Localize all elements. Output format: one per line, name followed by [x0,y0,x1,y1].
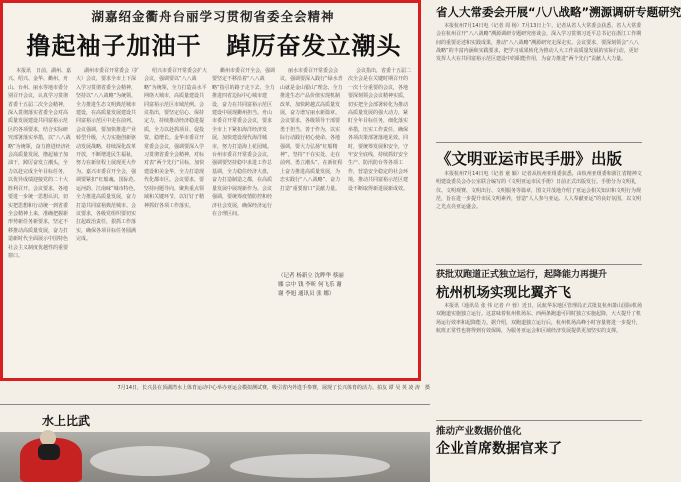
lead-paragraph: 湖州市委召开常委会（扩大）会议，要求全市上下深入学习贯彻省委全会精神，坚持以“八八战略”为统领，全力推进生态文明典范城市建设，在高质量发展建设共同富裕示范区中走在前列。会议强调，要加快推进产业转型升级，大力实施创新驱动发展战略，持续深化改革开放，不断增进民生福祉，努力在新征程上展现更大作为。嘉兴市委召开全会，强调要紧扣“红船魂、国际范、运河韵、江南味”城市特色，全力推进高质量发展，奋力打造共同富裕典范城市。会议要求，各级党组织要切实扛起政治责任，狠抓工作落实，确保各项目标任务圆满完成。 [76,68,140,243]
story1-body [436,22,642,140]
lead-kicker: 湖嘉绍金衢舟台丽学习贯彻省委全会精神 [91,9,335,24]
news-photo [0,432,430,482]
photo-caption: 7月14日，长兴县在顶湖湾水上体育运动中心举办亚运会模拟测试赛，吸引省内外选手参赛，展现了长兴体育的活力。拍友 谭 吴 英 凌 涛 摄 [117,385,430,391]
story3-paragraph: 本报讯（通讯员 张 伟 记者 卢 蓉）近日，民航华东地区管理局正式批复杭州萧山国际机场双跑道实施独立运行。这意味着杭州机场东、西两条跑道可同时独立实施起降，大大提升了机场运行效率和起降能力。据介绍，双跑道独立运行后，杭州机场高峰小时容量将进一步提升，航班正常性也将得到有效保障，为服务亚运会和区域经济发展提供更加坚实的支撑。 [436,303,642,334]
lead-paragraph: 绍兴市委召开常委会扩大会议，强调要以“八八战略”为统领，全力打造高水平网络大城市，高质量建设共同富裕示范区市域范例。会议指出，要坚定信心、保持定力，持续推动经济稳进提质，全力以赴抓项目、促投资、稳增长。金华市委召开常委会会议，强调要深入学习贯彻省委全会精神，对标对表“两个先行”目标，加快建设和美金华，全力打造现代化都市区。会议要求，要坚持问题导向，聚焦重点领域和关键环节，以钉钉子精神抓好各项工作落实。 [144,68,208,209]
divider [436,142,642,143]
divider [436,264,642,265]
water-splash [230,454,390,478]
story4-subhead: 推动产业数据价值化 [436,426,522,437]
story2-headline: 《文明亚运市民手册》出版 [436,149,623,168]
lead-column-3 [144,67,208,379]
lead-column-5 [280,67,344,267]
rider-body [38,444,60,460]
lead-paragraph: 本报讯 日前，湖州、嘉兴、绍兴、金华、衢州、舟山、台州、丽水等地市委分别召开会议，认真学习贯彻省委十五届二次全会精神，深入贯彻落实省委全会对高质量发展建设共同富裕示范区的各项要求，结合实际研究部署落实举措，以“八八战略”为统领，奋力推进经济社会高质量发展，撸起袖子加油干，踔厉奋发立潮头，全力以赴完成全年目标任务，以优异成绩迎接党的二十大胜利召开。会议要求，各地要进一步统一思想认识，切实把思想和行动统一到省委全会精神上来，准确把握新形势新任务新要求，坚定不移推动高质量发展，奋力打造新时代全面展示中国特色社会主义制度优越性的重要窗口。 [8,68,72,259]
section-title: 水上比武 [42,414,91,428]
lead-paragraph: 衢州市委召开全会，强调要坚定不移沿着“八八战略”指引的路子走下去，全力推进四省边际中心城市建设，奋力在共同富裕示范区建设中展现衢州担当。舟山市委召开常委会会议，要求全市上下紧扣海洋经济发展，加快建设现代海洋城市，努力打造海上花园城。台州市委召开常委会会议，强调要坚持稳中求进工作总基调，全力稳住经济大盘，奋力打造制造之都，在高质量发展中展现新作为。会议强调，要统筹疫情防控和经济社会发展，确保经济运行在合理区间。 [212,68,276,217]
lead-columns [8,67,416,379]
story2-body [436,170,642,262]
story4-headline: 企业首席数据官来了 [436,441,562,457]
story1-paragraph: 本报杭州7月14日电（记者 周 杨）7月13日上午，记者从省人大常委会获悉，省人大常委会在杭州召开“八八战略”溯源调研专题研究座谈会，深入学习贯彻习近平总书记在浙江工作期间的重要论述和实践成果，推动“八八战略”溯源研究走深走实。会议要求，要深刻领会“八八战略”的丰富内涵和实践要求，把学习成果转化为推动人大工作高质量发展的实际行动，更好发挥人大在共同富裕示范区建设中的职能作用，为奋力推进“两个先行”贡献人大力量。 [436,23,642,63]
lead-paragraph: 会议指出，省委十五届二次全会是在关键时期召开的一次十分重要的会议，各地要深刻领会会议精神实质，切实把全会部署转化为推动高质量发展的强大动力，紧盯全年目标任务，细化落实举措，压实工作责任，确保各项决策部署落地见效。同时，要统筹发展和安全，守牢安全底线，持续抓好安全生产、防汛防台等各项工作，营造安全稳定的社会环境，推动共同富裕示范区建设不断取得新进展新成效。 [348,68,412,192]
story3-headline: 杭州机场实现比翼齐飞 [436,285,571,301]
story3-subhead: 获批双跑道正式独立运行，起降能力再提升 [436,270,608,280]
divider [436,420,642,421]
story1-headline: 省人大常委会开展“八八战略”溯源调研专题研究 [436,5,681,19]
lead-credit: （记者 杨新立 沈晔华 蔡丽娜 宗中 钱 李昕 何飞乐 谢 谢 李旭 通讯员 张 娜） [278,273,344,297]
story2-paragraph: 本报杭州7月14日电（记者 童 颖）记者从杭州亚组委获悉，由杭州亚组委和浙江省精神文明建设委员会办公室联合编写的《文明亚运市民手册》日前正式出版发行。手册分为文明礼仪、文明观赛、文明出行、文明服务等篇章，图文并茂地介绍了亚运会相关知识和文明行为规范，旨在进一步提升市民文明素养，营造“人人参与亚运、人人奉献亚运”的良好氛围，以文明之光点亮亚运盛会。 [436,171,642,211]
lead-column-1 [8,67,72,379]
lead-column-6 [348,67,412,379]
lead-headline: 撸起袖子加油干 踔厉奋发立潮头 [26,31,402,60]
story3-body [436,302,642,418]
lead-column-4 [212,67,276,379]
divider [0,404,430,405]
water-splash [90,446,210,476]
lead-story-box [0,0,421,381]
lead-column-2 [76,67,140,379]
lead-paragraph: 丽水市委召开常委会会议，强调要深入践行“绿水青山就是金山银山”理念，全力推进生态产品价值实现机制改革，加快跨越式高质量发展，奋力谱写丽水新篇章。会议要求，各级领导干部要勇于担当、善于作为，以实际行动践行初心使命。各地强调，要大力弘扬“红船精神”，坚持“干在实处、走在前列、勇立潮头”，在新征程上奋力推进高质量发展，为忠实践行“八八战略”、奋力打造“重要窗口”贡献力量。 [280,68,343,192]
